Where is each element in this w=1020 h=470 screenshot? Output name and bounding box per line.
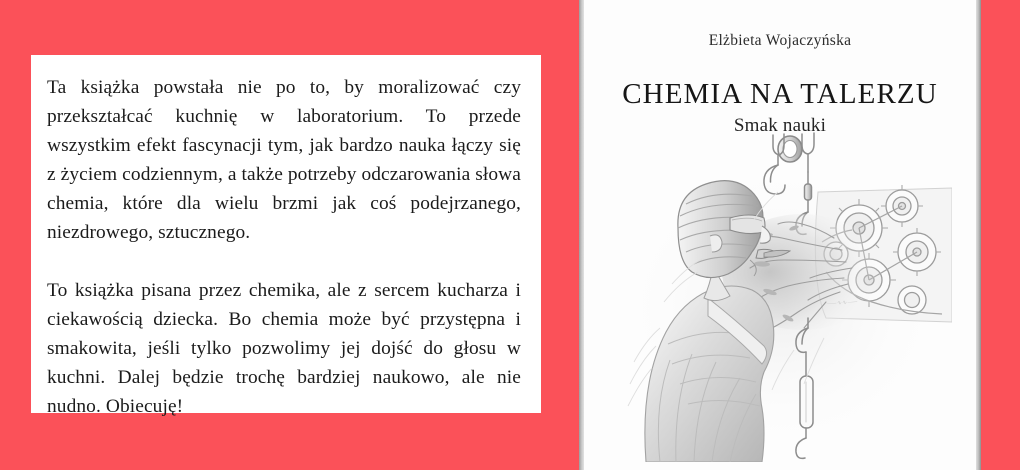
quote-paragraph-1: Ta książka powstała nie po to, by moralizować czy przekształcać kuchnię w laboratorium. To przede wszystkim efekt fascynacji tym, jak bardzo nauka łączy się z życiem codziennym, a także potrzeby odczarowania słowa chemia, które dla wielu brzmi jak coś podejrzanego, niezdrowego, sztucznego. <box>47 77 521 243</box>
cover-illustration <box>612 132 952 462</box>
suspension-ring <box>778 136 802 162</box>
quote-card <box>31 55 541 417</box>
book-title: CHEMIA NA TALERZU <box>622 78 938 110</box>
quote-paragraph-2: To książka pisana przez chemika, ale z sercem kucharza i ciekawością dziecka. Bo chemia może być przystępna i smakowita, jeśli tylko pozwolimy jej dojść do głosu w kuchni. Dalej będzie trochę bardziej naukowo, ale nie nudno. Obiecuję! <box>47 280 521 417</box>
book-cover <box>579 0 981 470</box>
book-subtitle: Smak nauki <box>733 115 827 136</box>
artist-signature: ⸺∿∿⸺ <box>825 299 858 308</box>
book-cover-face <box>584 0 976 470</box>
book-author: Elżbieta Wojaczyńska <box>708 32 852 49</box>
